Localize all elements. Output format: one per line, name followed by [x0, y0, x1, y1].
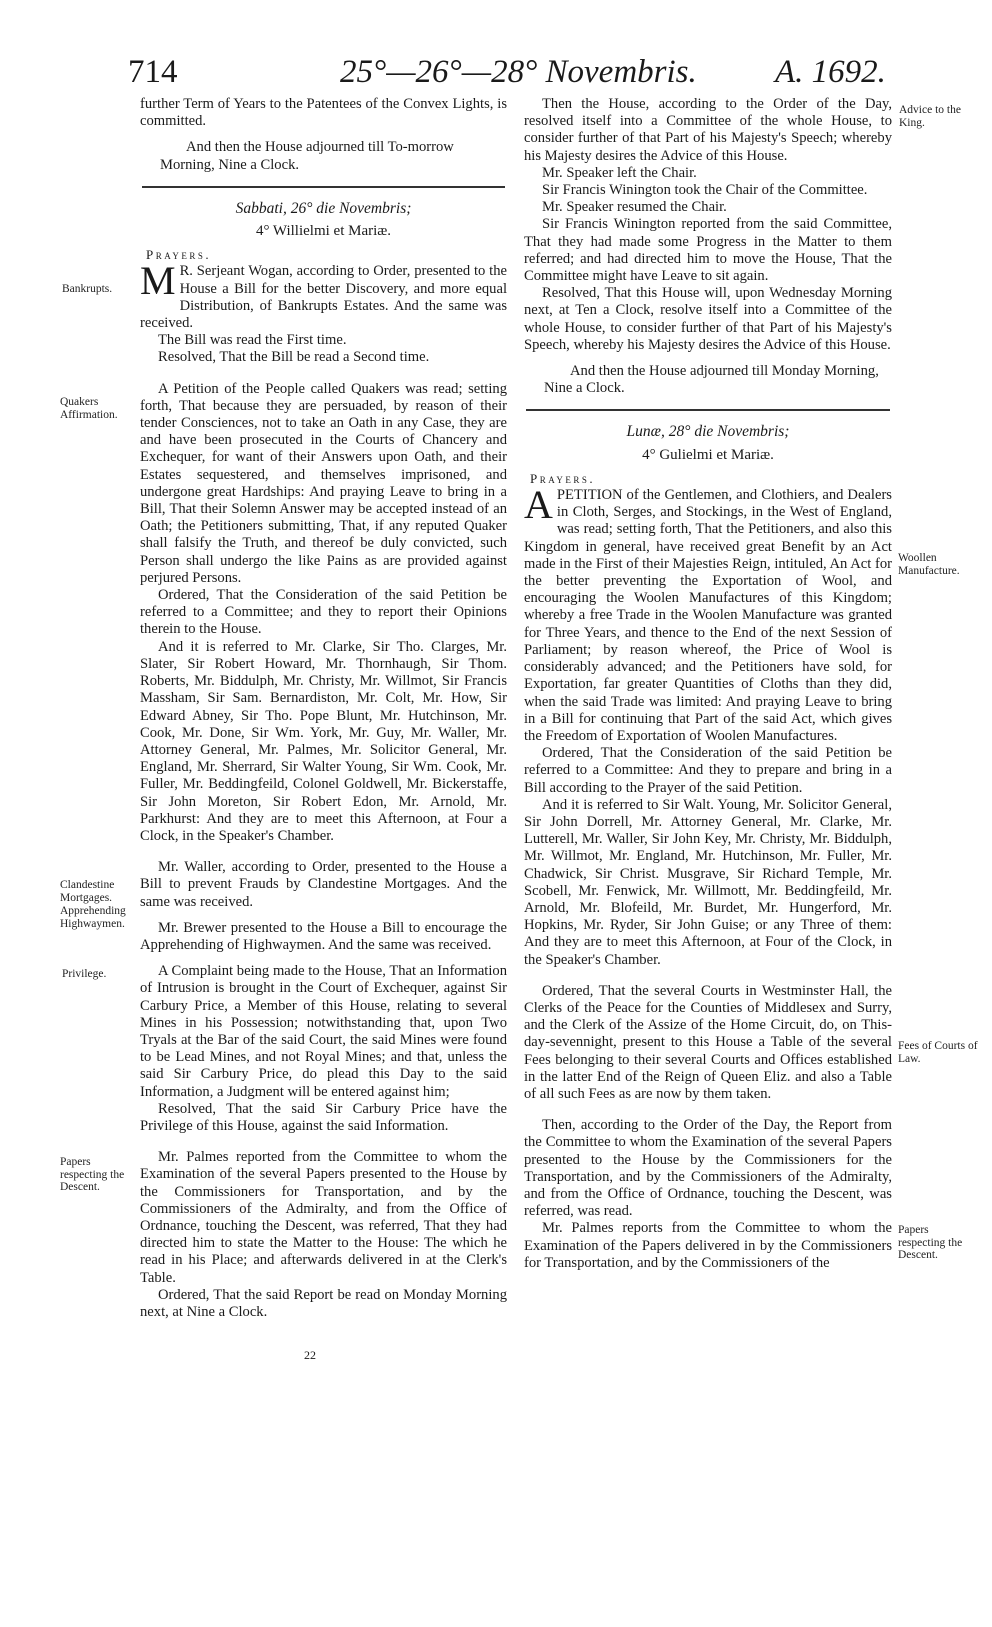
paragraph-clandestine-mortgages: Mr. Waller, according to Order, presented to the House a Bill to prevent Frauds by Clandestine Mortgages. And the same was received.	[140, 859, 507, 910]
paragraph-resolved-privilege: Resolved, That the said Sir Carbury Price have the Privilege of this House, against the said Information.	[140, 1100, 507, 1134]
paragraph-ordered-bill: Ordered, That the Consideration of the said Petition be referred to a Committee: And they to prepare and bring in a Bill according to the Prayer of the said Petition.	[524, 745, 892, 796]
paragraph-committee-members-right: And it is referred to Sir Walt. Young, Mr. Solicitor General, Sir John Dorrell, Mr. Attorney General, Mr. Clarke, Mr. Lutterell, Mr. Waller, Sir John Key, Mr. Christy, Mr. Biddulph, Mr. Willmot, Mr. England, Mr. Hutchinson, Mr. Fuller, Mr. Chadwick, Sir Christ. Musgrave, Sir Richard Temple, Mr. Scobell, Mr. Fenwick, Mr. Willmott, Mr. Beddingfeild, Mr. Arnold, Mr. Blofeild, Mr. Burdet, Mr. Hungerford, Mr. Hopkins, Mr. Ryder, Sir John Guise; or any Three of them: And they are to meet this Afternoon, at Four of the Clock, in the Speaker's Chamber.	[524, 796, 892, 968]
paragraph-ordered-report: Ordered, That the said Report be read on Monday Morning next, at Nine a Clock.	[140, 1286, 507, 1320]
bankrupts-bill-text: R. Serjeant Wogan, according to Order, presented to the House a Bill for the better Discovery, and more equal Distribution, of Bankrupts Estates. And the same was received.	[140, 263, 507, 332]
page-number: 714	[128, 54, 178, 90]
page-dates-heading: 25°—26°—28° Novembris.	[340, 54, 697, 90]
speaker-left-chair: Mr. Speaker left the Chair.	[542, 164, 697, 181]
adjournment-left: And then the House adjourned till To-morrow Morning, Nine a Clock.	[160, 139, 454, 173]
paragraph-complaint: A Complaint being made to the House, That an Information of Intrusion is brought in the Court of Exchequer, against Sir Carbury Price, a Member of this House, relating to several Mines in his Possession; notwithstanding that, upon Two Tryals at the Bar of the said Court, the said Mines were found to be Lead Mines, and not Royal Mines; and that, unless the said Sir Carbury Price, do plead this Day to the said Information, a Judgment will be entered against him;	[140, 963, 507, 1100]
first-reading: The Bill was read the First time.	[158, 332, 347, 349]
margin-note-bankrupts: Bankrupts.	[62, 283, 113, 295]
paragraph-quakers-petition: A Petition of the People called Quakers was read; setting forth, That because they are persuaded, by reason of their tender Consciences, not to take an Oath in any Case, they are and have been prosecuted in the Courts of Chancery and Exchequer, for want of their Answers upon Oath, and their Estates sequestered, and themselves imprisoned, and undergone great Hardships: And praying Leave to bring in a Bill, That their Solemn Answer may be accepted instead of an Oath; the Petitioners submitting, That, if any reputed Quaker shall falsify the Truth, and thereof be duly convicted, such Person shall undergo the like Pains as are provided against perjured Persons.	[140, 380, 507, 586]
resolved-wednesday: Resolved, That this House will, upon Wednesday Morning next, at Ten a Clock, resolve itself into a Committee of the whole House, to consider further of that Part of his Majesty's Speech, whereby his Majesty desires the Advice of this House.	[524, 285, 892, 353]
paragraph-highwaymen: Mr. Brewer presented to the House a Bill to encourage the Apprehending of Highwaymen. And the same was received.	[140, 919, 507, 953]
section-divider	[526, 409, 890, 411]
winington-report: Sir Francis Winington reported from the said Committee, That they had made some Progress in the Matter to them referred; and had directed him to move the House, That the Committee might have Leave to sit again.	[524, 216, 892, 285]
paragraph-committee-members-left: And it is referred to Mr. Clarke, Sir Tho. Clarges, Mr. Slater, Sir Robert Howard, Mr. Thornhaugh, Sir Thom. Roberts, Mr. Biddulph, Mr. Christy, Mr. Willmot, Sir Francis Massham, Sir Sam. Bernardiston, Mr. Colt, Mr. How, Sir Edward Abney, Sir Tho. Pope Blunt, Mr. Hutchinson, Mr. Cook, Mr. Done, Sir Wm. York, Mr. Guy, Mr. Waller, Mr. Attorney General, Mr. Palmes, Mr. Solicitor General, Mr. England, Mr. Sherrard, Sir Walter Young, Sir Wm. Cook, Mr. Fuller, Mr. Beddingfeild, Colonel Goldwell, Mr. Bickerstaffe, Sir John Moreton, Sir Robert Edon, Mr. Arnold, Mr. Parkhurst: And they are to meet this Afternoon, at Four a Clock, in the Speaker's Chamber.	[140, 638, 507, 844]
reign-line-26: 4° Willielmi et Mariæ.	[255, 223, 392, 240]
woollen-petition-text: PETITION of the Gentlemen, and Clothiers, and Dealers in Cloth, Serges, and Stockings, in the West of England, was read; setting forth, That the Petitioners, and also this Kingdom in general, have received great Benefit by an Act made in the First of their Majesties Reign, intituled, An Act for the better preventing the Exportation of Wool, and encouraging the Woolen Manufactures of this Kingdom; whereby a free Trade in the Woolen Manufacture was granted for Three Years, and thence to the End of the next Session of Parliament; by reason whereof, the Price of Wool is considerably advanced; and the Petitioners have sold, for Exportation, far greater Quantities of Cloths than they did, when the said Trade was limited: And praying Leave to bring in a Bill for continuing that Part of the said Act, which gives the Freedom of Exportation of Woolen Manufactures.	[524, 487, 892, 744]
margin-note-advice: Advice to the King.	[899, 104, 961, 129]
paragraph-ordered-committee: Ordered, That the Consideration of the said Petition be referred to a Committee; and they to report their Opinions therein to the House.	[140, 587, 507, 638]
margin-note-woollen: Woollen Manufacture.	[898, 552, 960, 577]
second-reading: Resolved, That the Bill be read a Second time.	[158, 349, 430, 366]
reign-line-28: 4° Gulielmi et Mariæ.	[642, 446, 774, 463]
margin-note-papers-left: Papers respecting the Descent.	[60, 1156, 125, 1193]
paragraph-palmes-report: Mr. Palmes reported from the Committee to whom the Examination of the several Papers presented to the House by the Commissioners for Transportation, and by the Commissioners of the Admiralty, and from the Office of Ordnance, touching the Descent, was referred, That they had directed him to state the Matter to the House: The which he read in his Place; and afterwards delivered in at the Clerk's Table.	[140, 1149, 507, 1286]
paragraph-committee-whole: Then the House, according to the Order of the Day, resolved itself into a Committee of the whole House, to consider further of that Part of his Majesty's Speech; whereby his Majesty desires the Advice of this House.	[524, 96, 892, 164]
speaker-resumed-chair: Mr. Speaker resumed the Chair.	[542, 199, 727, 216]
margin-note-papers-right: Papers respecting the Descent.	[898, 1224, 963, 1261]
paragraph-report-order: Then, according to the Order of the Day, the Report from the Committee to whom the Examination of the several Papers presented to the House by the Commissioners for the Transportation, and by the Commissioners of the Admiralty, and from the Office of Ordnance, touching the Descent, was referred, was read.	[524, 1117, 892, 1220]
page-year: A. 1692.	[775, 54, 886, 90]
signature-mark: 22	[304, 1348, 316, 1362]
margin-note-quakers: Quakers Affirmation.	[60, 396, 118, 421]
paragraph-bankrupts-bill	[140, 258, 507, 332]
section-divider	[142, 186, 505, 188]
margin-note-fees: Fees of Courts of Law.	[898, 1040, 978, 1065]
paragraph-woollen-petition	[524, 482, 892, 745]
winington-took-chair: Sir Francis Winington took the Chair of the Committee.	[542, 182, 868, 199]
prayers-heading-28: Prayers.	[530, 470, 596, 486]
paragraph-palmes-reports: Mr. Palmes reports from the Committee to whom the Examination of the Papers delivered in by the Commissioners for Transportation, and by the Commissioners of the	[524, 1220, 892, 1271]
prayers-heading-26: Prayers.	[146, 247, 212, 263]
sitting-date-28: Lunæ, 28° die Novembris;	[626, 423, 790, 441]
paragraph-ordered-fees: Ordered, That the several Courts in Westminster Hall, the Clerks of the Peace for the Counties of Middlesex and Surry, and the Clerk of the Assize of the Home Circuit, do, on This-day-sevennight, present to this House a Table of the several Fees belonging to their several Courts and Offices established in the latter End of the Reign of Queen Eliz. and also a Table of all such Fees as are now by them taken.	[524, 982, 892, 1102]
left-column	[140, 96, 507, 1321]
right-column	[524, 96, 892, 1272]
sitting-date-26: Sabbati, 26° die Novembris;	[235, 199, 412, 217]
paragraph-convex-lights: further Term of Years to the Patentees of the Convex Lights, is committed.	[140, 96, 507, 130]
margin-note-highwaymen: Apprehending Highwaymen.	[60, 905, 126, 930]
drop-cap: M	[140, 258, 176, 304]
drop-cap: A	[524, 482, 553, 528]
adjournment-right: And then the House adjourned till Monday Morning, Nine a Clock.	[544, 363, 879, 397]
margin-note-privilege: Privilege.	[62, 968, 107, 980]
margin-note-clandestine: Clandestine Mortgages.	[60, 879, 115, 904]
